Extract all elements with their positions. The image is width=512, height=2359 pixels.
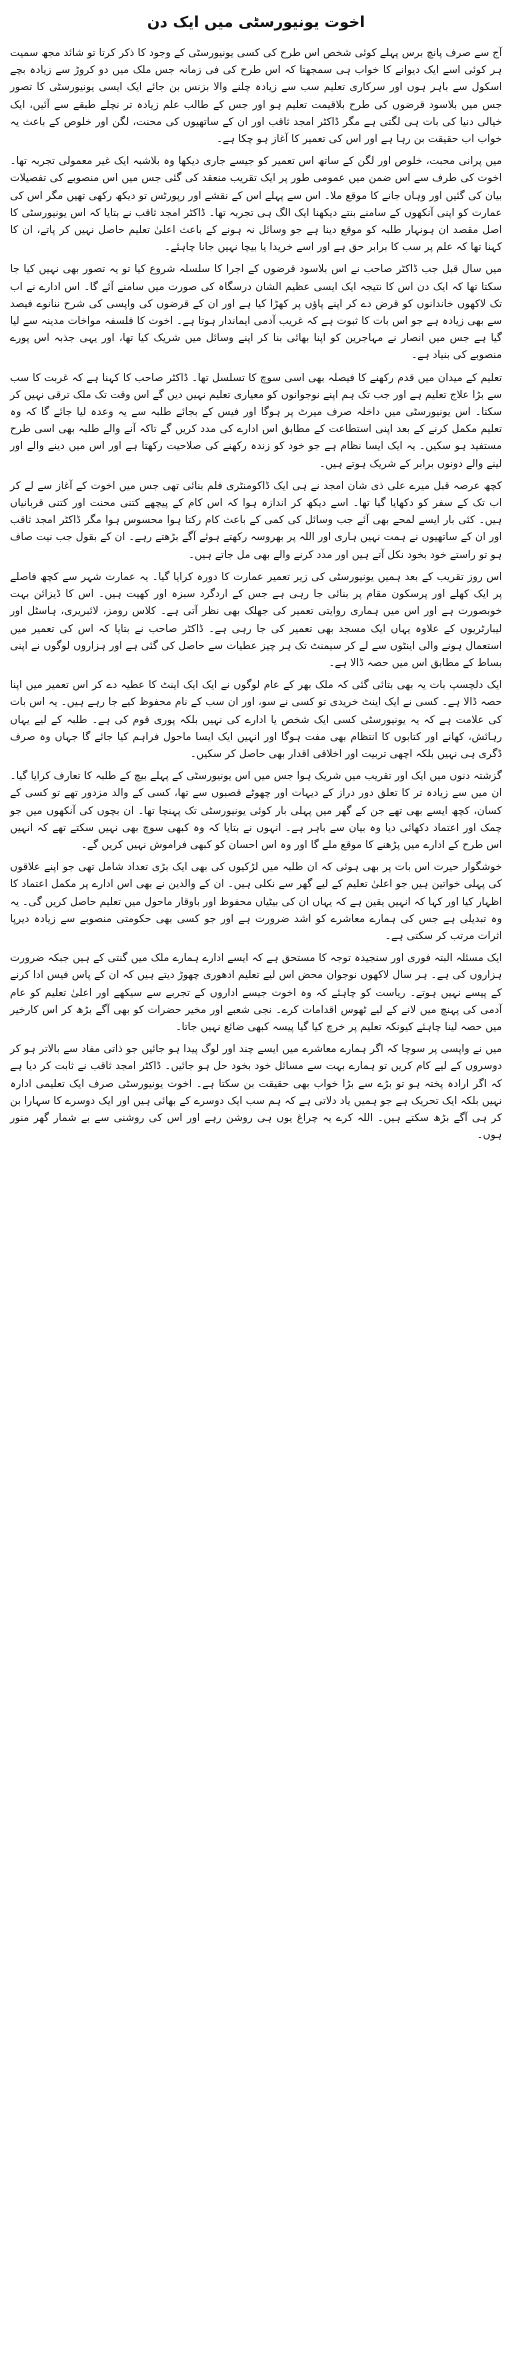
article-paragraph: خوشگوار حیرت اس بات پر بھی ہوئی کہ ان طلبہ میں لڑکیوں کی بھی ایک بڑی تعداد شامل تھی جو اپنے علاقوں کی پہلی خواتین ہیں جو اعلیٰ تعلیم کے لیے گھر سے نکلی ہیں۔ ان کے والدین نے بھی اس ادارے پر مکمل اعتماد کا اظہار کیا اور کہا کہ انہیں یقین ہے کہ یہاں ان کی بیٹیاں محفوظ اور باوقار ماحول میں تعلیم حاصل کریں گی۔ یہ وہ تبدیلی ہے جس کی ہمارے معاشرے کو اشد ضرورت ہے اور جو کسی بھی حکومتی منصوبے سے زیادہ دیرپا اثرات مرتب کر سکتی ہے۔: [10, 861, 502, 942]
article-paragraph: گزشتہ دنوں میں ایک اور تقریب میں شریک ہوا جس میں اس یونیورسٹی کے پہلے بیچ کے طلبہ کا تعارف کرایا گیا۔ ان میں سے زیادہ تر کا تعلق دور دراز کے دیہات اور چھوٹے قصبوں سے تھا، کسی کے والد مزدور تھے تو کسی کے کسان، کچھ ایسے بھی تھے جن کے گھر میں پہلی بار کوئی یونیورسٹی تک پہنچا تھا۔ ان بچوں کی آنکھوں میں جو چمک اور اعتماد دکھائی دیا وہ بیان سے باہر ہے۔ انہوں نے بتایا کہ وہ کبھی سوچ بھی نہیں سکتے تھے کہ انہیں اس طرح کے ادارے میں پڑھنے کا موقع ملے گا اور وہ اس احسان کو کبھی فراموش نہیں کریں گے۔: [10, 770, 502, 851]
article-paragraph: میں پرانی محبت، خلوص اور لگن کے ساتھ اس تعمیر کو جیسے جاری دیکھا وہ بلاشبہ ایک غیر معمولی تجربہ تھا۔ اخوت کی طرف سے اس ضمن میں عمومی طور پر ایک تقریب منعقد کی گئی جس میں اس منصوبے کی تفصیلات بیان کی گئیں اور وہاں جانے کا موقع ملا۔ اس سے پہلے اس کے نقشے اور رپورٹس تو دیکھ رکھی تھیں مگر اس کی عمارت کو اپنی آنکھوں کے سامنے بنتے دیکھنا ایک الگ ہی تجربہ تھا۔ ڈاکٹر امجد ثاقب نے بتایا کہ اس یونیورسٹی کا اصل مقصد ان ہونہار طلبہ کو موقع دینا ہے جو وسائل نہ ہونے کے باعث اعلیٰ تعلیم حاصل نہیں کر پاتے، ان کا کہنا تھا کہ علم پر سب کا برابر حق ہے اور اسے خریدا یا بیچا نہیں جانا چاہئے۔: [10, 155, 502, 254]
article-paragraph: آج سے صرف پانچ برس پہلے کوئی شخص اس طرح کی کسی یونیورسٹی کے وجود کا ذکر کرتا تو شائد مجھ سمیت ہر کوئی اسے ایک دیوانے کا خواب ہی سمجھتا کہ اس طرح کی فی زمانہ جس ملک میں دو کروڑ سے زیادہ بچے اسکول سے باہر ہوں اور سرکاری تعلیم سب سے زیادہ چلنے والا بزنس بن جائے ایک ایسی یونیورسٹی کا تصور جس میں بلاسود قرضوں کی طرح بلاقیمت تعلیم ہو اور جس کے طالب علم زیادہ تر نچلے طبقے سے آئیں، ایک خیالی دنیا کی بات ہی لگتی ہے مگر ڈاکٹر امجد ثاقب اور ان کے ساتھیوں کی محنت، لگن اور خلوص کے باعث یہ خواب اب حقیقت بن رہا ہے اور اس کی تعمیر کا آغاز ہو چکا ہے۔: [10, 47, 502, 146]
article-title: اخوت یونیورسٹی میں ایک دن: [147, 13, 365, 31]
article-paragraph: کچھ عرصہ قبل میرے علی ذی شان امجد نے ہی ایک ڈاکومنٹری فلم بنائی تھی جس میں اخوت کے آغاز سے لے کر اب تک کے سفر کو دکھایا گیا تھا۔ اسے دیکھ کر اندازہ ہوا کہ اس کام کے پیچھے کتنی محنت اور کتنی قربانیاں ہیں۔ کئی بار ایسے لمحے بھی آئے جب وسائل کی کمی کے باعث کام رکتا ہوا محسوس ہوا مگر ڈاکٹر امجد ثاقب اور ان کے ساتھیوں نے ہمت نہیں ہاری اور اللہ پر بھروسہ رکھتے ہوئے آگے بڑھتے رہے۔ ان کے بقول جب نیت صاف ہو تو راستے خود بخود نکل آتے ہیں اور مدد کرنے والے بھی مل جاتے ہیں۔: [10, 479, 502, 561]
article-paragraph: ایک مسئلہ البتہ فوری اور سنجیدہ توجہ کا مستحق ہے کہ ایسے ادارے ہمارے ملک میں گنتی کے ہیں جبکہ ضرورت ہزاروں کی ہے۔ ہر سال لاکھوں نوجوان محض اس لیے تعلیم ادھوری چھوڑ دیتے ہیں کہ ان کے پاس فیس ادا کرنے کے پیسے نہیں ہوتے۔ ریاست کو چاہئے کہ وہ اخوت جیسے اداروں کے تجربے سے سیکھے اور اعلیٰ تعلیم کو عام آدمی کی پہنچ میں لانے کے لیے ٹھوس اقدامات کرے۔ نجی شعبے اور مخیر حضرات کو بھی آگے بڑھ کر اس کارخیر میں حصہ لینا چاہئے کیونکہ تعلیم پر خرچ کیا گیا پیسہ کبھی ضائع نہیں جاتا۔: [10, 952, 502, 1033]
article-paragraph: میں سال قبل جب ڈاکٹر صاحب نے اس بلاسود قرضوں کے اجرا کا سلسلہ شروع کیا تو یہ تصور بھی نہیں کیا جا سکتا تھا کہ ایک دن اس کا نتیجہ ایک ایسی عظیم الشان درسگاہ کی صورت میں سامنے آئے گا۔ اس ادارے نے اب تک لاکھوں خاندانوں کو قرض دے کر اپنے پاؤں پر کھڑا کیا ہے اور ان کے قرضوں کی واپسی کی شرح ننانوے فیصد سے بھی زیادہ ہے جو اس بات کا ثبوت ہے کہ غریب آدمی ایماندار ہوتا ہے۔ اخوت کا فلسفہ مواخات مدینہ سے لیا گیا ہے جس میں انصار نے مہاجرین کو اپنا بھائی بنا کر اپنے وسائل میں شریک کیا تھا، اور یہی جذبہ اس پورے منصوبے کی بنیاد ہے۔: [10, 263, 502, 362]
article-body: [10, 45, 502, 1144]
article-paragraph: تعلیم کے میدان میں قدم رکھنے کا فیصلہ بھی اسی سوچ کا تسلسل تھا۔ ڈاکٹر صاحب کا کہنا ہے کہ غربت کا سب سے بڑا علاج تعلیم ہے اور جب تک ہم اپنے نوجوانوں کو معیاری تعلیم نہیں دیں گے اس وقت تک ملک ترقی نہیں کر سکتا۔ اس یونیورسٹی میں داخلہ صرف میرٹ پر ہوگا اور فیس کے بجائے طلبہ سے یہ وعدہ لیا جائے گا کہ وہ تعلیم مکمل کرنے کے بعد اپنی استطاعت کے مطابق اس ادارے کی مدد کریں گے تاکہ آنے والے طلبہ بھی اسی طرح مستفید ہو سکیں۔ یہ ایک ایسا نظام ہے جو خود کو زندہ رکھنے کی صلاحیت رکھتا ہے اور اس میں دینے والے اور لینے والے دونوں برابر کے شریک ہوتے ہیں۔: [10, 371, 502, 470]
article-paragraph: میں نے واپسی پر سوچا کہ اگر ہمارے معاشرے میں ایسے چند اور لوگ پیدا ہو جائیں جو ذاتی مفاد سے بالاتر ہو کر دوسروں کے لیے کام کریں تو ہمارے بہت سے مسائل خود بخود حل ہو جائیں۔ ڈاکٹر امجد ثاقب نے ثابت کر دیا ہے کہ اگر ارادہ پختہ ہو تو بڑے سے بڑا خواب بھی حقیقت بن سکتا ہے۔ اخوت یونیورسٹی صرف ایک تعلیمی ادارہ نہیں بلکہ ایک تحریک ہے جو ہمیں یاد دلاتی ہے کہ ہم سب ایک دوسرے کے بھائی ہیں اور ایک دوسرے کا سہارا بن کر ہی آگے بڑھ سکتے ہیں۔ اللہ کرے یہ چراغ یوں ہی روشن رہے اور اس کی روشنی سے بے شمار گھر منور ہوں۔: [10, 1043, 502, 1142]
article-paragraph: اس روز تقریب کے بعد ہمیں یونیورسٹی کی زیر تعمیر عمارت کا دورہ کرایا گیا۔ یہ عمارت شہر سے کچھ فاصلے پر ایک کھلے اور پرسکون مقام پر بنائی جا رہی ہے جس کے اردگرد سبزہ اور کھیت ہیں۔ اس کا ڈیزائن بہت خوبصورت ہے اور اس میں ہماری روایتی تعمیر کی جھلک بھی نظر آتی ہے۔ کلاس رومز، لائبریری، ہاسٹل اور لیبارٹریوں کے علاوہ یہاں ایک مسجد بھی تعمیر کی جا رہی ہے۔ ڈاکٹر صاحب نے بتایا کہ اس کی تعمیر میں استعمال ہونے والی اینٹوں سے لے کر سیمنٹ تک ہر چیز عطیات سے حاصل کی گئی ہے اور ہزاروں لوگوں نے اپنی بساط کے مطابق اس میں حصہ ڈالا ہے۔: [10, 570, 502, 669]
article-paragraph: ایک دلچسپ بات یہ بھی بتائی گئی کہ ملک بھر کے عام لوگوں نے ایک ایک اینٹ کا عطیہ دے کر اس تعمیر میں اپنا حصہ ڈالا ہے۔ کسی نے ایک اینٹ خریدی تو کسی نے سو، اور ان سب کے نام محفوظ کیے جا رہے ہیں۔ یہ اس بات کی علامت ہے کہ یہ یونیورسٹی کسی ایک شخص یا ادارے کی نہیں بلکہ پوری قوم کی ہے۔ طلبہ کے لیے یہاں رہائش، کھانے اور کتابوں کا انتظام بھی مفت ہوگا اور انہیں ایک ایسا ماحول فراہم کیا جائے گا جہاں وہ صرف ڈگری ہی نہیں بلکہ اچھی تربیت اور اخلاقی اقدار بھی حاصل کر سکیں۔: [10, 679, 502, 760]
